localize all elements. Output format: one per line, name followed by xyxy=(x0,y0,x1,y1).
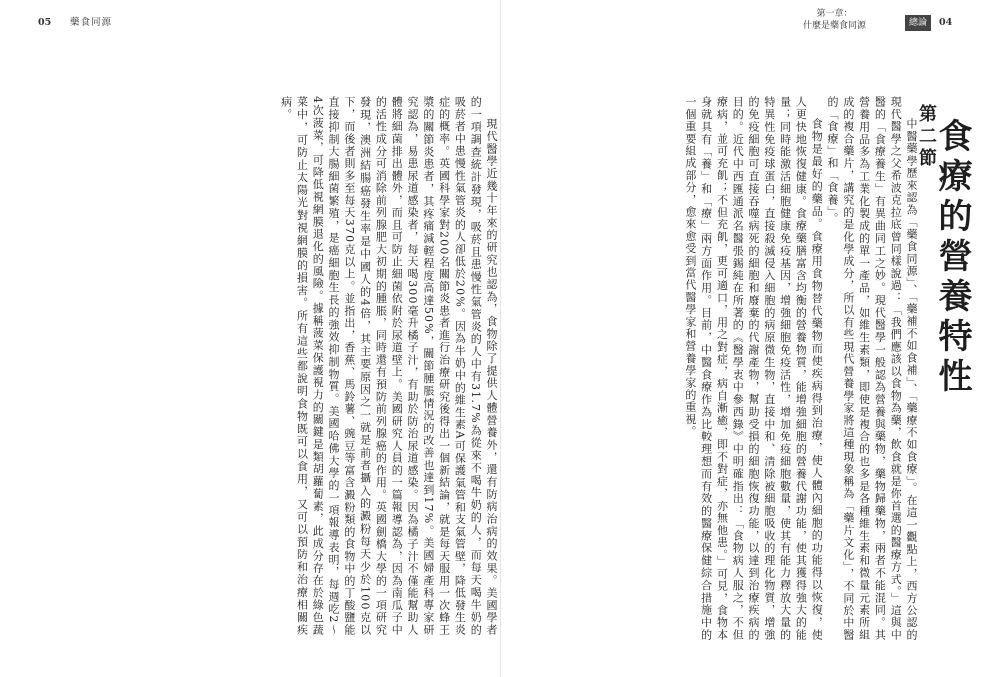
left-page-body xyxy=(43,96,499,636)
right-page-number: 04 xyxy=(939,17,953,28)
body-paragraph: 現代醫學近幾十年來的研究也認為，食物除了提供人體營養外，還有防病治病的效果。美國學者的一項調查統計發現，吸菸且患慢性氣管炎的人中有31.7%為從來不喝牛奶的人，而每天喝牛奶的吸菸者中患慢性氣管炎的人卻低於20%。因為牛奶中的維生素A可保護氣管和支氣管壁，降低發生炎症的概率。英國科學家對200名關節炎患者進行治療研究後得出一個新結論，就是每天服用一次蜂王漿的關節炎患者，其疼痛減輕程度高達50%，關節腫脹情況的改善也達到17%。美國婦產科專家研究認為，易患尿道感染者，每天喝300毫升橘子汁，有助於防治尿道感染。因為橘子汁不僅能幫助人體將細菌排出體外，而且可防止細菌依附於尿道壁上。美國研究人員的一篇報導認為，因為南瓜子中的活性成分可消除前列腺肥大初期的腫脹，同時還有預防前列腺癌的作用。英國劍橋大學的一項研究發現，澳洲結腸癌發生率是中國人的4倍，其主要原因之一就是前者攝入的澱粉每天少於100克以下，而後者則多至每天370克以上。並指出，香蕉、馬鈴薯、豌豆等富含澱粉類的食物中的丁酸鹽能直接抑制大腸細菌繁殖，是癌細胞生長的強效抑制物質。美國哈佛大學的一項報導表明，每週吃2～4次菠菜，可降低視網膜退化的風險。據稱菠菜保護視力的關鍵是類胡蘿蔔素，此成分存在於綠色蔬菜中，可防止太陽光對視網膜的損害。所有這些都說明食物既可以食用，又可以預防和治療相關疾病。 xyxy=(279,96,498,636)
section-number: 第二節 xyxy=(916,104,937,170)
book-gutter xyxy=(500,0,501,677)
section-title: 食療的營養特性 xyxy=(932,118,972,398)
body-paragraph: 食物是最好的藥品。食療用食物替代藥物而使疾病得到治療，使人體內細胞的功能得以恢復，使人更快地恢復健康。食療藥膳富含均衡的營養物質，能增強細胞的營養代謝功能，使其獲得強大的能量；同時能激活細胞健康免疫基因，增強細胞免疫活性，增加免疫細胞數量，使其有能力釋放大量的特異性免疫球蛋白，直接殺滅侵入細胞的病原微生物，直接中和、清除被細胞吸收的理化物質，增強的免疫細胞可直接吞噬病死的細胞和廢棄的代謝產物，幫助受損的細胞恢復功能，以達到治療疾病的目的。近代中西匯通派名醫張錫純在所著的《醫學衷中參西錄》中明確指出：「食物病人服之，不但療病，並可充飢；不但充飢，更可適口，用之對症，病自漸癒，即不對症，亦無他患。」可見，食物本身就具有「養」和「療」兩方面作用。目前，中醫食療作為比較理想而有效的醫療保健綜合措施中的一個重要組成部分，愈來愈受到當代醫學家和營養學家的重視。 xyxy=(683,96,824,641)
left-running-title: 藥食同源 xyxy=(70,17,113,28)
chapter-number: 第一章： xyxy=(816,9,853,19)
section-tab-label: 總論 xyxy=(905,15,931,31)
chapter-title: 什麼是藥食同源 xyxy=(803,21,867,31)
right-running-chapter xyxy=(803,8,866,32)
right-page-body xyxy=(683,96,919,641)
body-paragraph: 中醫藥學歷來認為「藥食同源」、「藥補不如食補」、「藥療不如食療」。在這一觀點上，西方公認的現代醫學之父希波克拉底曾同樣說過：「我們應該以食物為藥，飲食就是你首選的醫療方式。」這與中醫的「食療養生」有異曲同工之妙。現代醫學一般認為營養與藥物，藥物歸藥物，兩者不能混同。其營養用品多為工業化製成的單一產品，如維生素類，即使是複合的也多是各種維生素和微量元素所組成的複合藥片，講究的是化學成分，所以有些現代營養學家將這種現象稱為「藥片文化」，不同於中醫的「食療」和「食養」。 xyxy=(826,96,918,641)
left-page-number: 05 xyxy=(38,17,52,28)
